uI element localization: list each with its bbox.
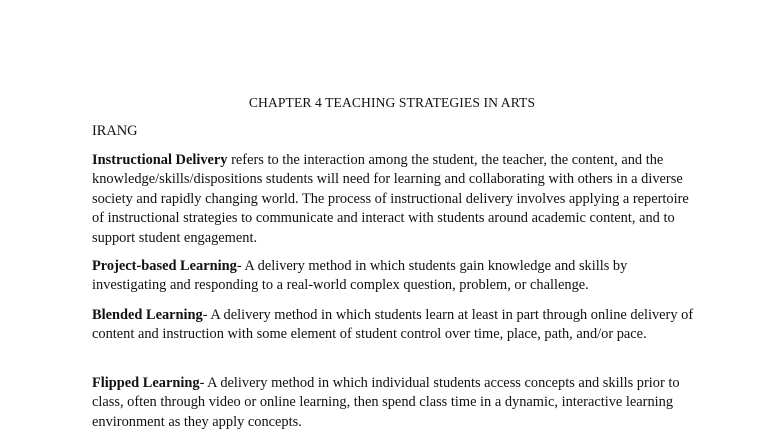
definition-blended-learning: - A delivery method in which students learn at least in part through online delivery of content and instruction with some element of student control over time, place, path, and/or pace.	[92, 307, 694, 343]
paragraph-instructional-delivery	[92, 151, 704, 248]
term-instructional-delivery: Instructional Delivery	[92, 152, 228, 168]
paragraph-blended-learning	[92, 306, 704, 345]
definition-instructional-delivery: refers to the interaction among the student, the teacher, the content, and the knowledge/skills/dispositions students will need for learning and collaborating with others in a diverse society and rapidly changing world. The process of instructional delivery involves applying a repertoire of instructional strategies to communicate and interact with students around academic content, and to support student engagement.	[92, 152, 689, 246]
paragraph-flipped-learning	[92, 374, 704, 432]
term-flipped-learning: Flipped Learning	[92, 375, 200, 391]
chapter-title: CHAPTER 4 TEACHING STRATEGIES IN ARTS	[248, 95, 536, 110]
definition-flipped-learning: - A delivery method in which individual students access concepts and skills prior to class, often through video or online learning, then spend class time in a dynamic, interactive learning environment as they apply concepts.	[92, 375, 680, 430]
term-project-based-learning: Project-based Learning	[92, 258, 237, 274]
author-name: IRANG	[92, 123, 138, 139]
term-blended-learning: Blended Learning	[92, 307, 203, 323]
definition-project-based-learning: - A delivery method in which students gain knowledge and skills by investigating and responding to a real-world complex question, problem, or challenge.	[92, 258, 628, 294]
paragraph-project-based-learning	[92, 257, 704, 296]
